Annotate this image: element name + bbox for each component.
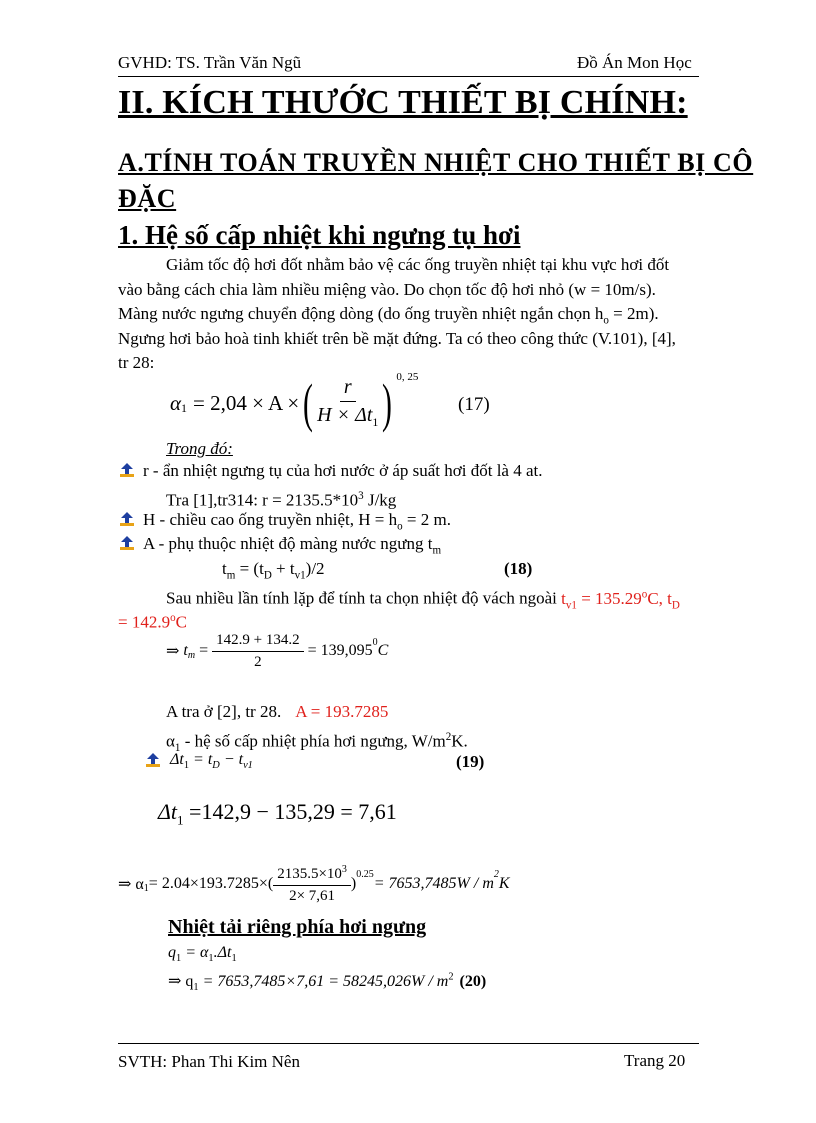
a-value: A = 193.7285 — [295, 702, 389, 721]
heat-load-formula: $q_1 = \alpha_1.\Delta t_1$ — [168, 944, 237, 965]
header-right: Đồ Án Mon Học — [577, 53, 692, 72]
header-left: GVHD: TS. Trần Văn Ngũ — [118, 53, 302, 72]
alpha-definition: $\alpha_1$ - hệ số cấp nhiệt phía hơi ngưng, $W/m^2K$. — [166, 731, 468, 755]
equation-19-label: (19) — [456, 752, 485, 771]
iteration-line-1: Sau nhiều lần tính lặp để tính ta chọn nhiệt độ vách ngoài $t_{v1} = 135.29^oC$, $t_D$ — [166, 588, 680, 612]
footer-rule — [118, 1043, 699, 1044]
main-heading: II. KÍCH THƯỚC THIẾT BỊ CHÍNH: — [118, 84, 688, 121]
arrow-bullet-icon — [119, 535, 135, 551]
a-lookup: A tra ở [2], tr 28. A = 193.7285 — [166, 702, 389, 721]
equation-17-label: (17) — [458, 394, 490, 415]
tm-calculation: ⇒ t $_m$ = $\frac{142.9 + 134.2}{2}$ = 139,095 $^0$ C — [166, 631, 389, 670]
section-a-heading-line1: A.TÍNH TOÁN TRUYỀN NHIỆT CHO THIẾT BỊ CÔ — [118, 148, 754, 177]
td-value: = $142.9^oC$ — [118, 612, 187, 632]
intro-line-1: Giảm tốc độ hơi đốt nhằm bảo vệ các ống truyền nhiệt tại khu vực hơi đốt — [166, 255, 670, 274]
arrow-bullet-icon — [119, 511, 135, 527]
equation-19: $\Delta t_1 = t_D - t_{v1}$ — [170, 751, 253, 772]
intro-line-5: tr 28: — [118, 353, 155, 372]
footer-left: SVTH: Phan Thi Kim Nên — [118, 1052, 300, 1071]
a-definition: A - phụ thuộc nhiệt độ màng nước ngưng $t_m$ — [143, 534, 442, 557]
intro-line-2: vào bằng cách chia làm nhiều miệng vào. Do chọn tốc độ hơi nhỏ (w = 10m/s). — [118, 280, 656, 299]
heat-load-result: ⇒ $q_1 = 7653,7485\times 7,61 = 58245,026W / m^2$ (20) — [168, 971, 487, 994]
r-definition: r - ẩn nhiệt ngưng tụ của hơi nước ở áp suất hơi đốt là 4 at. — [143, 461, 543, 480]
section-a-heading-line2: ĐẶC — [118, 184, 177, 213]
page-number: Trang 20 — [624, 1051, 686, 1070]
equation-18: $t_m = (t_D + t_{v1})/2$ — [222, 559, 325, 582]
header-rule — [118, 76, 699, 77]
where-title: Trong đó: — [166, 439, 233, 458]
heat-load-title: Nhiệt tải riêng phía hơi ngưng — [168, 916, 427, 938]
r-lookup: Tra [1],tr314: $r = 2135.5*10^3$ J/kg — [166, 490, 397, 510]
h-definition: H - chiều cao ống truyền nhiệt, $H = h_o = 2$ m. — [143, 510, 451, 533]
intro-line-4: Ngưng hơi bảo hoà tinh khiết trên bề mặt đứng. Ta có theo công thức (V.101), [4], — [118, 329, 676, 348]
equation-17: α $_1$ = 2,04 × A × ( $\frac{r}{H \times \Delta t_1}$ ) $^{0, 25}$ — [170, 371, 419, 433]
arrow-bullet-icon — [119, 462, 135, 478]
tv1-value: $t_{v1} = 135.29^oC$, $t_D$ — [561, 588, 680, 612]
equation-20-label: (20) — [459, 973, 487, 990]
delta-t-calculation: $\Delta t_1 =142,9 - 135,29 = 7,61$ — [158, 799, 397, 828]
section-1-heading: 1. Hệ số cấp nhiệt khi ngưng tụ hơi — [118, 220, 521, 250]
arrow-bullet-icon — [145, 752, 161, 768]
equation-18-label: (18) — [504, 559, 533, 578]
alpha-calculation: ⇒ α $_1$ = 2.04×193.7285×( $\frac{2135.5\times 10^3}{2\times 7,61}$ ) $^{0.25}$ = 7653,7485W / m $^2$ K — [118, 863, 510, 904]
intro-line-3: Màng nước ngưng chuyển động dòng (do ống truyền nhiệt ngắn chọn $h_o = 2m$). — [118, 304, 659, 327]
